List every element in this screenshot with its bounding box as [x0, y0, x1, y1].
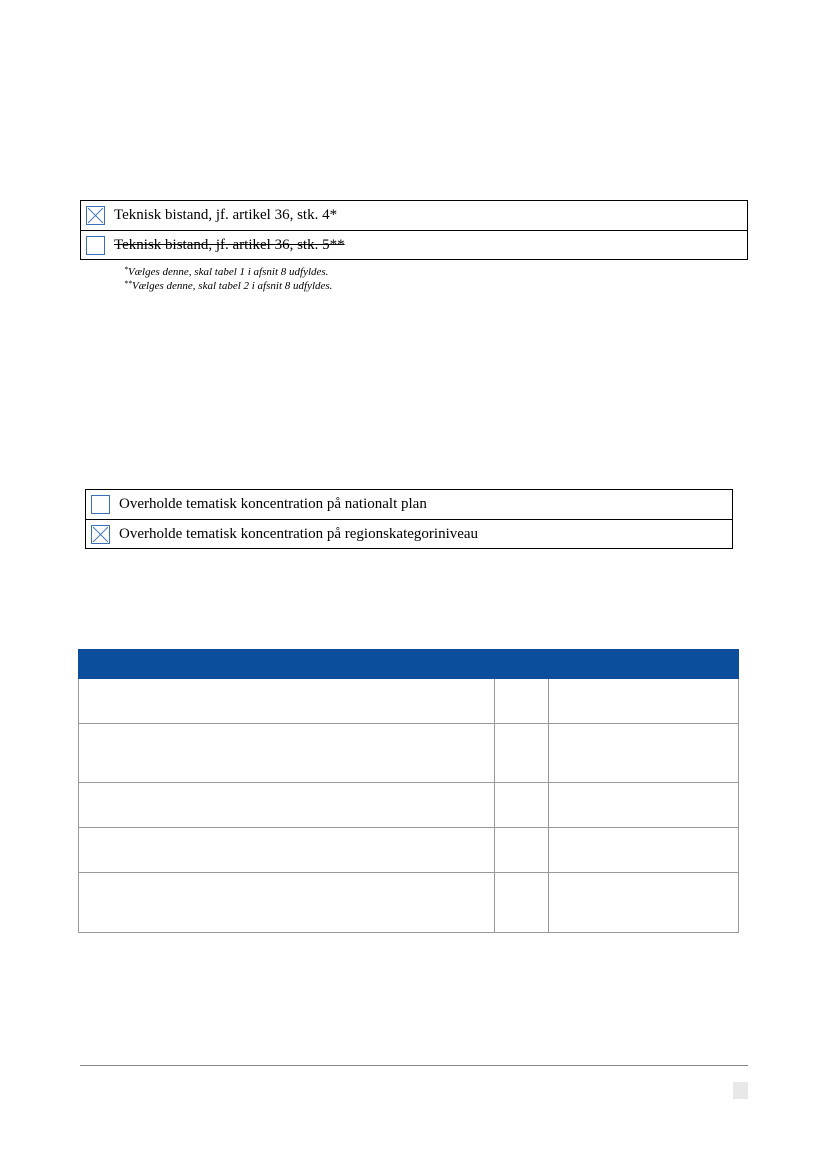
option-label: Teknisk bistand, jf. artikel 36, stk. 5** — [114, 236, 345, 253]
checkbox-checked-icon[interactable] — [86, 206, 105, 225]
footnote-one — [124, 264, 328, 278]
footnote-text: Vælges denne, skal tabel 1 i afsnit 8 udfyldes. — [128, 266, 329, 278]
table-cell — [79, 679, 495, 724]
option-article-36-stk-4[interactable] — [81, 201, 747, 230]
footnote-text: Vælges denne, skal tabel 2 i afsnit 8 udfyldes. — [132, 280, 333, 292]
table-cell — [549, 679, 739, 724]
table-header-cell — [549, 650, 739, 679]
table-row — [79, 679, 739, 724]
table-header-cell — [495, 650, 549, 679]
table-cell — [79, 724, 495, 783]
table-header-cell — [79, 650, 495, 679]
option-national-level[interactable] — [86, 490, 732, 519]
technical-assistance-options — [80, 200, 748, 260]
footnote-marker: ** — [124, 279, 132, 288]
footnote-marker: * — [124, 265, 128, 274]
table-header-row — [79, 650, 739, 679]
table-cell — [79, 828, 495, 873]
table-cell — [495, 828, 549, 873]
table-cell — [549, 828, 739, 873]
checkbox-unchecked-icon[interactable] — [86, 236, 105, 255]
table-cell — [495, 679, 549, 724]
table-cell — [549, 783, 739, 828]
table-cell — [495, 873, 549, 933]
option-article-36-stk-5[interactable] — [81, 230, 747, 259]
checkbox-unchecked-icon[interactable] — [91, 495, 110, 514]
table-cell — [549, 724, 739, 783]
table-cell — [79, 873, 495, 933]
table-row — [79, 873, 739, 933]
table-cell — [79, 783, 495, 828]
option-region-category-level[interactable] — [86, 519, 732, 548]
data-table — [78, 649, 739, 933]
option-label: Overholde tematisk koncentration på nationalt plan — [119, 496, 427, 512]
page-number-box — [733, 1082, 748, 1099]
table-row — [79, 828, 739, 873]
footer-divider — [80, 1065, 748, 1066]
option-label: Teknisk bistand, jf. artikel 36, stk. 4* — [114, 207, 338, 223]
table-cell — [495, 783, 549, 828]
checkbox-checked-icon[interactable] — [91, 525, 110, 544]
option-label: Overholde tematisk koncentration på regionskategoriniveau — [119, 525, 479, 542]
table-row — [79, 724, 739, 783]
footnote-two — [124, 278, 332, 292]
table-cell — [495, 724, 549, 783]
table-cell — [549, 873, 739, 933]
table-row — [79, 783, 739, 828]
thematic-concentration-options — [85, 489, 733, 549]
